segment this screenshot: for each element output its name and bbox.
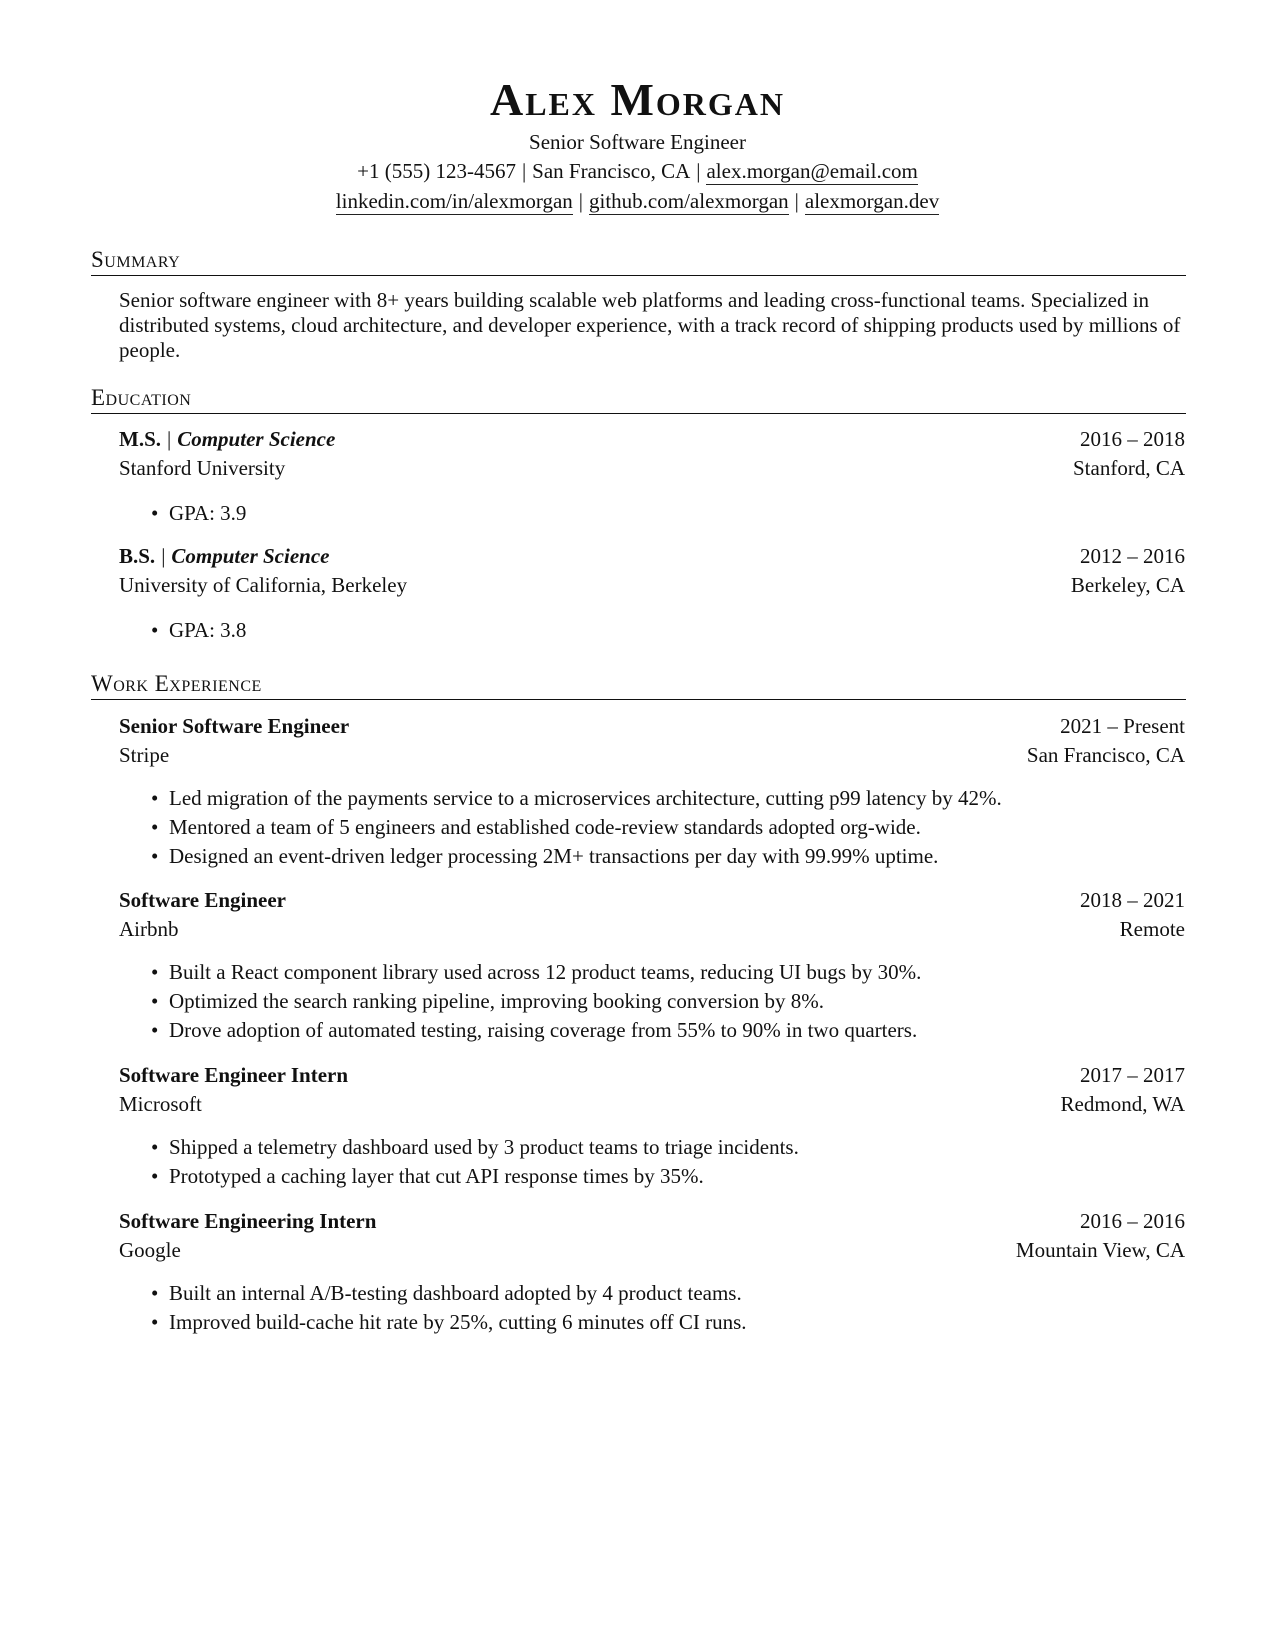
- summary-text: Senior software engineer with 8+ years building scalable web platforms and leading cross-functional teams. Specialized in distributed systems, cloud architecture, and developer experience, with a track record of shipping products used by millions of people.: [119, 288, 1181, 362]
- bullet-icon: •: [151, 1281, 159, 1305]
- resume-header: [0, 74, 1275, 216]
- list-item: [119, 1133, 1185, 1162]
- degree-line: [119, 542, 329, 571]
- job-dates: 2021 – Present: [1060, 714, 1185, 738]
- list-item: [119, 1279, 1185, 1308]
- phone-number: +1 (555) 123-4567: [357, 159, 516, 183]
- bullet-text: Designed an event-driven ledger processing 2M+ transactions per day with 99.99% uptime.: [169, 844, 939, 868]
- separator: |: [696, 159, 701, 183]
- company-name: Google: [119, 1238, 181, 1262]
- bullet-icon: •: [151, 844, 159, 868]
- bullet-text: Shipped a telemetry dashboard used by 3 product teams to triage incidents.: [169, 1135, 799, 1159]
- list-item: [119, 958, 1185, 987]
- school-name: University of California, Berkeley: [119, 573, 408, 597]
- bullet-icon: •: [151, 1164, 159, 1188]
- job-title: Software Engineer Intern: [119, 1063, 349, 1087]
- bullet-text: Mentored a team of 5 engineers and established code-review standards adopted org-wide.: [169, 815, 921, 839]
- contact-line-primary: [0, 156, 1275, 186]
- school-name: Stanford University: [119, 456, 286, 480]
- education-entry: [119, 542, 1185, 645]
- company-name: Stripe: [119, 743, 170, 767]
- field-of-study: Computer Science: [171, 544, 330, 568]
- bullet-text: Led migration of the payments service to a microservices architecture, cutting p99 latency by 42%.: [169, 786, 1002, 810]
- email-link[interactable]: alex.morgan@email.com: [706, 159, 918, 183]
- bullet-text: Built an internal A/B-testing dashboard adopted by 4 product teams.: [169, 1281, 742, 1305]
- bullet-text: Improved build-cache hit rate by 25%, cutting 6 minutes off CI runs.: [169, 1310, 747, 1334]
- list-item: [119, 842, 1185, 871]
- experience-entry: [119, 712, 1185, 871]
- bullet-icon: •: [151, 1135, 159, 1159]
- job-bullets: [119, 784, 1185, 871]
- degree-line: [119, 425, 335, 454]
- school-location: Berkeley, CA: [1070, 573, 1185, 597]
- education-dates: 2016 – 2018: [1080, 427, 1185, 451]
- bullet-text: Drove adoption of automated testing, raising coverage from 55% to 90% in two quarters.: [169, 1018, 918, 1042]
- job-location: San Francisco, CA: [1026, 743, 1185, 767]
- list-item: [119, 784, 1185, 813]
- field-of-study: Computer Science: [177, 427, 336, 451]
- separator: |: [167, 427, 172, 451]
- detail-text: GPA: 3.8: [169, 618, 247, 642]
- candidate-name: Alex Morgan: [489, 74, 786, 125]
- bullet-icon: •: [151, 1310, 159, 1334]
- list-item: [119, 1016, 1185, 1045]
- separator: |: [578, 189, 583, 213]
- experience-entry: [119, 1207, 1185, 1337]
- job-bullets: [119, 958, 1185, 1045]
- separator: |: [161, 544, 166, 568]
- bullet-text: Built a React component library used across 12 product teams, reducing UI bugs by 30%.: [169, 960, 922, 984]
- job-title: Senior Software Engineer: [119, 714, 350, 738]
- job-bullets: [119, 1133, 1185, 1191]
- section-title-summary: Summary: [91, 246, 1186, 276]
- bullet-icon: •: [151, 618, 159, 642]
- candidate-headline: Senior Software Engineer: [529, 130, 746, 154]
- list-item: [119, 813, 1185, 842]
- detail-text: GPA: 3.9: [169, 501, 247, 525]
- list-item: [119, 1308, 1185, 1337]
- school-location: Stanford, CA: [1073, 456, 1185, 480]
- job-location: Remote: [1119, 917, 1185, 941]
- degree: M.S.: [119, 427, 161, 451]
- website-link[interactable]: alexmorgan.dev: [804, 189, 940, 213]
- separator: |: [794, 189, 799, 213]
- section-title-work-experience: Work Experience: [91, 670, 1186, 700]
- list-item: [119, 1162, 1185, 1191]
- job-dates: 2018 – 2021: [1080, 888, 1185, 912]
- company-name: Microsoft: [119, 1092, 202, 1116]
- experience-entry: [119, 1061, 1185, 1191]
- education-entry: [119, 425, 1185, 528]
- bullet-icon: •: [151, 786, 159, 810]
- contact-line-links: [0, 186, 1275, 216]
- list-item: [119, 616, 1185, 645]
- bullet-icon: •: [151, 960, 159, 984]
- company-name: Airbnb: [119, 917, 179, 941]
- list-item: [119, 987, 1185, 1016]
- bullet-icon: •: [151, 989, 159, 1013]
- job-location: Redmond, WA: [1060, 1092, 1185, 1116]
- bullet-icon: •: [151, 501, 159, 525]
- bullet-text: Prototyped a caching layer that cut API response times by 35%.: [169, 1164, 704, 1188]
- education-details: [119, 499, 1185, 528]
- job-dates: 2017 – 2017: [1080, 1063, 1185, 1087]
- bullet-text: Optimized the search ranking pipeline, improving booking conversion by 8%.: [169, 989, 824, 1013]
- job-title: Software Engineering Intern: [119, 1209, 377, 1233]
- list-item: [119, 499, 1185, 528]
- section-title-education: Education: [91, 384, 1186, 414]
- job-title: Software Engineer: [119, 888, 287, 912]
- bullet-icon: •: [151, 815, 159, 839]
- bullet-icon: •: [151, 1018, 159, 1042]
- separator: |: [521, 159, 527, 183]
- education-details: [119, 616, 1185, 645]
- job-bullets: [119, 1279, 1185, 1337]
- education-dates: 2012 – 2016: [1080, 544, 1185, 568]
- linkedin-link[interactable]: linkedin.com/in/alexmorgan: [335, 189, 573, 213]
- experience-entry: [119, 886, 1185, 1045]
- degree: B.S.: [119, 544, 156, 568]
- github-link[interactable]: github.com/alexmorgan: [589, 189, 789, 213]
- location: San Francisco, CA: [532, 159, 691, 183]
- job-dates: 2016 – 2016: [1080, 1209, 1185, 1233]
- job-location: Mountain View, CA: [1015, 1238, 1185, 1262]
